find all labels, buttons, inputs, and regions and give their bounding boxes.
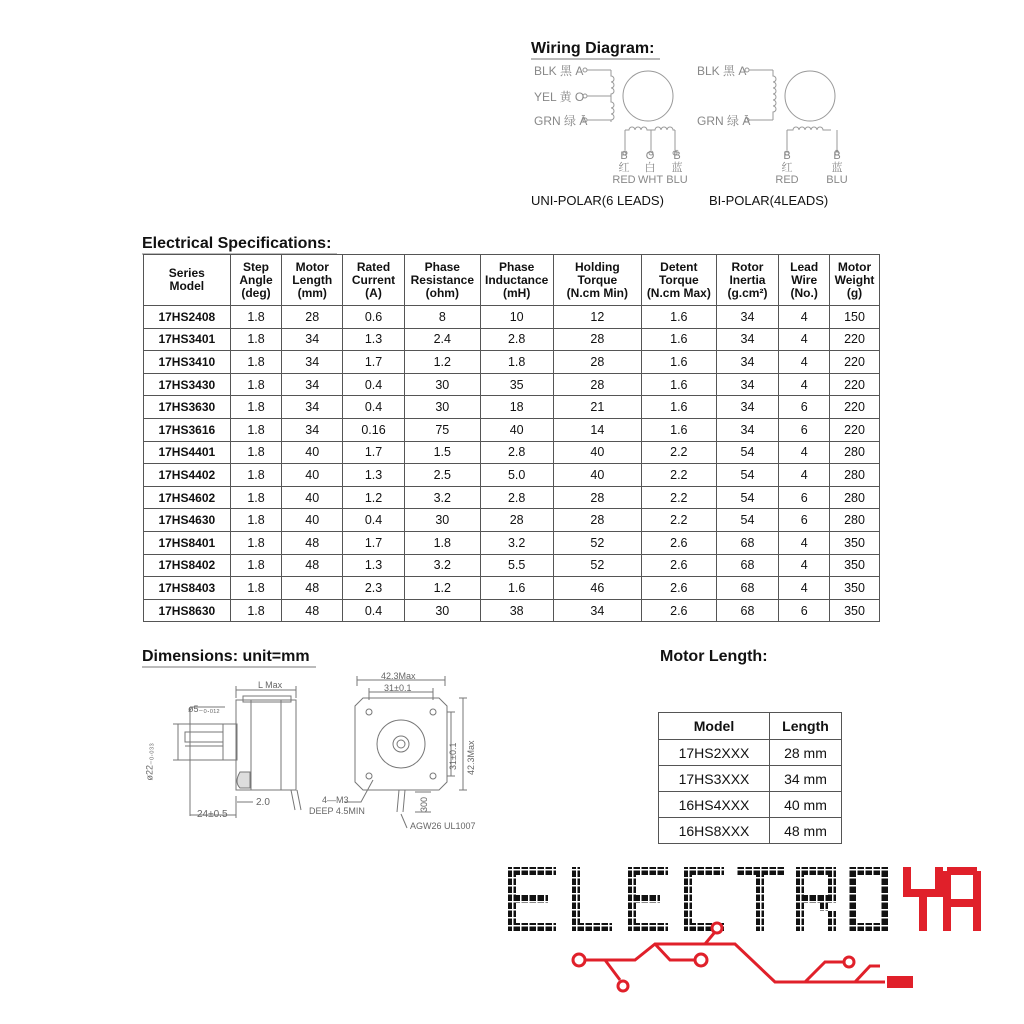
dim-lead-length: 300: [419, 796, 429, 812]
table-cell: 1.8: [230, 554, 282, 577]
bipolar-diagram: [745, 68, 839, 155]
table-cell: 1.8: [230, 373, 282, 396]
model-cell: 17HS8401: [144, 531, 231, 554]
table-cell: 2.8: [480, 486, 553, 509]
table-cell: 1.8: [230, 328, 282, 351]
table-cell: 6: [779, 599, 830, 622]
table-cell: 2.6: [642, 554, 717, 577]
dim-l-max: L Max: [258, 680, 283, 690]
col-header: Detent Torque (N.cm Max): [642, 255, 717, 306]
table-cell: 220: [830, 373, 880, 396]
table-cell: 54: [716, 441, 779, 464]
col-header: Rated Current (A): [343, 255, 405, 306]
table-cell: 16HS8XXX: [659, 818, 770, 844]
table-cell: 48: [282, 599, 343, 622]
table-cell: 17HS2XXX: [659, 740, 770, 766]
table-cell: 34: [282, 418, 343, 441]
table-cell: 34: [716, 306, 779, 329]
table-cell: 280: [830, 464, 880, 487]
unipolar-caption: UNI-POLAR(6 LEADS): [531, 193, 664, 208]
table-cell: 280: [830, 441, 880, 464]
dim-shaft-dia: ø5₋₀.₀₁₂: [188, 704, 220, 714]
model-cell: 17HS4401: [144, 441, 231, 464]
table-cell: 280: [830, 486, 880, 509]
table-cell: 12: [553, 306, 641, 329]
table-row: [144, 351, 880, 374]
table-cell: 220: [830, 328, 880, 351]
electrical-specs-table: [143, 254, 880, 622]
table-cell: 54: [716, 509, 779, 532]
table-cell: 0.6: [343, 306, 405, 329]
table-cell: 4: [779, 351, 830, 374]
side-view-drawing: [145, 676, 335, 826]
table-cell: 1.2: [343, 486, 405, 509]
table-cell: 4: [779, 554, 830, 577]
table-cell: 1.3: [343, 554, 405, 577]
table-cell: 6: [779, 418, 830, 441]
table-cell: 2.6: [642, 577, 717, 600]
table-cell: 6: [779, 396, 830, 419]
model-cell: 17HS4630: [144, 509, 231, 532]
table-cell: 21: [553, 396, 641, 419]
table-cell: 2.6: [642, 599, 717, 622]
table-cell: 5.5: [480, 554, 553, 577]
table-cell: 48: [282, 577, 343, 600]
wire-label-red: B 红 RED: [612, 150, 636, 186]
electroya-logo: [505, 862, 985, 1002]
table-cell: 4: [779, 577, 830, 600]
model-cell: 17HS8403: [144, 577, 231, 600]
table-cell: 1.8: [230, 509, 282, 532]
table-cell: 1.6: [642, 328, 717, 351]
table-cell: 1.7: [343, 351, 405, 374]
model-cell: 17HS3430: [144, 373, 231, 396]
table-row: [144, 509, 880, 532]
table-cell: 1.8: [230, 599, 282, 622]
col-header: Rotor Inertia (g.cm²): [716, 255, 779, 306]
table-cell: 2.3: [343, 577, 405, 600]
table-cell: 2.2: [642, 509, 717, 532]
dim-width-max: 42.3Max: [381, 671, 416, 681]
unipolar-diagram: [583, 68, 677, 155]
col-header: Model: [659, 713, 770, 740]
table-cell: 1.8: [230, 531, 282, 554]
bipolar-label-blk: BLK 黑 A: [697, 64, 747, 78]
table-cell: 40: [282, 441, 343, 464]
table-cell: 40: [282, 486, 343, 509]
motor-length-table: [658, 712, 842, 844]
model-cell: 17HS8630: [144, 599, 231, 622]
electrical-specs-title: Electrical Specifications:: [142, 235, 337, 255]
dimensions-title: Dimensions: unit=mm: [142, 648, 316, 668]
table-cell: 30: [404, 509, 480, 532]
table-cell: 5.0: [480, 464, 553, 487]
table-cell: 40 mm: [770, 792, 842, 818]
col-header: Step Angle (deg): [230, 255, 282, 306]
table-row: [144, 599, 880, 622]
table-cell: 2.2: [642, 441, 717, 464]
table-cell: 54: [716, 486, 779, 509]
model-cell: 17HS3630: [144, 396, 231, 419]
table-cell: 1.8: [230, 577, 282, 600]
table-cell: 2.6: [642, 531, 717, 554]
table-cell: 38: [480, 599, 553, 622]
table-cell: 34: [282, 396, 343, 419]
table-row: [659, 792, 842, 818]
table-cell: 34 mm: [770, 766, 842, 792]
table-cell: 28: [553, 351, 641, 374]
dim-screw: 4—M3: [322, 795, 349, 805]
table-header-row: [144, 255, 880, 306]
table-cell: 28: [282, 306, 343, 329]
dim-depth: DEEP 4.5MIN: [309, 806, 365, 816]
table-cell: 34: [716, 351, 779, 374]
table-cell: 34: [716, 396, 779, 419]
model-cell: 17HS4602: [144, 486, 231, 509]
table-cell: 48: [282, 531, 343, 554]
table-cell: 1.6: [642, 418, 717, 441]
col-header: Phase Resistance (ohm): [404, 255, 480, 306]
table-cell: 68: [716, 554, 779, 577]
table-cell: 34: [716, 328, 779, 351]
table-cell: 4: [779, 306, 830, 329]
model-cell: 17HS3401: [144, 328, 231, 351]
table-cell: 0.4: [343, 509, 405, 532]
table-cell: 1.6: [642, 306, 717, 329]
table-cell: 34: [282, 328, 343, 351]
table-cell: 34: [282, 373, 343, 396]
table-cell: 17HS3XXX: [659, 766, 770, 792]
table-cell: 0.4: [343, 599, 405, 622]
table-cell: 3.2: [404, 554, 480, 577]
table-cell: 150: [830, 306, 880, 329]
table-cell: 1.6: [642, 351, 717, 374]
table-cell: 46: [553, 577, 641, 600]
wire-label-blk: BLK 黑 A: [534, 64, 584, 78]
table-cell: 10: [480, 306, 553, 329]
table-cell: 52: [553, 531, 641, 554]
col-header: Series Model: [144, 255, 231, 306]
table-cell: 220: [830, 418, 880, 441]
table-cell: 14: [553, 418, 641, 441]
wire-label-wht: O 白 WHT: [638, 150, 664, 186]
col-header: Lead Wire (No.): [779, 255, 830, 306]
table-cell: 28: [553, 373, 641, 396]
table-cell: 18: [480, 396, 553, 419]
table-cell: 2.4: [404, 328, 480, 351]
table-row: [144, 531, 880, 554]
model-cell: 17HS3410: [144, 351, 231, 374]
table-cell: 1.8: [230, 441, 282, 464]
table-row: [144, 554, 880, 577]
table-cell: 1.6: [642, 396, 717, 419]
table-cell: 220: [830, 351, 880, 374]
table-cell: 28: [480, 509, 553, 532]
table-cell: 2.2: [642, 464, 717, 487]
table-cell: 2.8: [480, 441, 553, 464]
table-cell: 30: [404, 599, 480, 622]
table-cell: 48 mm: [770, 818, 842, 844]
table-cell: 8: [404, 306, 480, 329]
table-cell: 1.8: [230, 464, 282, 487]
table-row: [144, 373, 880, 396]
model-cell: 17HS4402: [144, 464, 231, 487]
table-cell: 40: [553, 441, 641, 464]
table-cell: 2.5: [404, 464, 480, 487]
table-row: [659, 818, 842, 844]
front-view-drawing: [345, 668, 485, 838]
table-cell: 40: [282, 464, 343, 487]
table-cell: 1.2: [404, 351, 480, 374]
table-row: [144, 306, 880, 329]
wire-label-grn: GRN 绿 Ā: [534, 114, 588, 128]
table-cell: 34: [716, 373, 779, 396]
col-header: Phase Inductance (mH): [480, 255, 553, 306]
table-cell: 1.8: [230, 418, 282, 441]
dim-boss-dia: ø22₋₀.₀₃₃: [144, 742, 155, 781]
table-row: [144, 418, 880, 441]
table-cell: 1.8: [404, 531, 480, 554]
bipolar-label-blu: B̄ 蓝 BLU: [826, 150, 848, 186]
table-cell: 220: [830, 396, 880, 419]
table-cell: 28: [553, 328, 641, 351]
bipolar-label-grn: GRN 绿 Ā: [697, 114, 751, 128]
table-cell: 40: [480, 418, 553, 441]
table-cell: 1.2: [404, 577, 480, 600]
table-cell: 28: [553, 486, 641, 509]
dim-2-0: 2.0: [256, 797, 270, 808]
table-cell: 3.2: [404, 486, 480, 509]
table-cell: 1.8: [230, 396, 282, 419]
table-cell: 350: [830, 599, 880, 622]
table-cell: 4: [779, 464, 830, 487]
table-cell: 0.16: [343, 418, 405, 441]
table-cell: 6: [779, 486, 830, 509]
table-cell: 2.2: [642, 486, 717, 509]
table-cell: 3.2: [480, 531, 553, 554]
dim-height-max: 42.3Max: [466, 740, 476, 775]
table-cell: 1.3: [343, 328, 405, 351]
model-cell: 17HS2408: [144, 306, 231, 329]
table-cell: 68: [716, 599, 779, 622]
table-cell: 1.8: [230, 306, 282, 329]
table-cell: 48: [282, 554, 343, 577]
table-cell: 0.4: [343, 396, 405, 419]
table-cell: 1.8: [230, 486, 282, 509]
table-header-row: [659, 713, 842, 740]
table-cell: 1.5: [404, 441, 480, 464]
motor-length-title: Motor Length:: [660, 648, 768, 665]
table-cell: 4: [779, 328, 830, 351]
table-cell: 16HS4XXX: [659, 792, 770, 818]
table-cell: 6: [779, 509, 830, 532]
dim-hole-spacing-v: 31±0.1: [448, 742, 458, 770]
table-cell: 280: [830, 509, 880, 532]
table-cell: 1.7: [343, 531, 405, 554]
table-cell: 28 mm: [770, 740, 842, 766]
table-cell: 4: [779, 441, 830, 464]
model-cell: 17HS3616: [144, 418, 231, 441]
table-cell: 28: [553, 509, 641, 532]
table-cell: 40: [553, 464, 641, 487]
table-cell: 30: [404, 373, 480, 396]
table-cell: 350: [830, 531, 880, 554]
col-header: Motor Length (mm): [282, 255, 343, 306]
table-cell: 1.6: [480, 577, 553, 600]
table-cell: 0.4: [343, 373, 405, 396]
table-row: [144, 486, 880, 509]
table-cell: 350: [830, 554, 880, 577]
table-cell: 1.3: [343, 464, 405, 487]
table-cell: 34: [716, 418, 779, 441]
table-cell: 54: [716, 464, 779, 487]
wire-label-blu: B̄ 蓝 BLU: [666, 150, 688, 186]
table-cell: 35: [480, 373, 553, 396]
table-row: [144, 464, 880, 487]
table-row: [144, 441, 880, 464]
dim-wire-spec: AGW26 UL1007: [410, 821, 476, 831]
table-cell: 75: [404, 418, 480, 441]
table-cell: 350: [830, 577, 880, 600]
table-cell: 40: [282, 509, 343, 532]
table-row: [144, 396, 880, 419]
table-cell: 2.8: [480, 328, 553, 351]
col-header: Holding Torque (N.cm Min): [553, 255, 641, 306]
table-cell: 4: [779, 373, 830, 396]
bipolar-caption: BI-POLAR(4LEADS): [709, 193, 829, 208]
table-row: [144, 328, 880, 351]
table-cell: 30: [404, 396, 480, 419]
table-cell: 1.8: [230, 351, 282, 374]
col-header: Length: [770, 713, 842, 740]
wiring-diagram-title: Wiring Diagram:: [531, 40, 660, 60]
model-cell: 17HS8402: [144, 554, 231, 577]
table-cell: 4: [779, 531, 830, 554]
dim-hole-spacing: 31±0.1: [384, 683, 412, 693]
table-cell: 1.7: [343, 441, 405, 464]
wire-label-yel: YEL 黄 O: [534, 90, 585, 104]
table-row: [659, 740, 842, 766]
table-cell: 1.8: [480, 351, 553, 374]
table-cell: 34: [282, 351, 343, 374]
table-cell: 68: [716, 531, 779, 554]
table-cell: 34: [553, 599, 641, 622]
table-cell: 52: [553, 554, 641, 577]
table-cell: 1.6: [642, 373, 717, 396]
dim-24: 24±0.5: [197, 809, 228, 820]
col-header: Motor Weight (g): [830, 255, 880, 306]
table-row: [659, 766, 842, 792]
bipolar-label-red: B 红 RED: [775, 150, 799, 186]
table-cell: 68: [716, 577, 779, 600]
table-row: [144, 577, 880, 600]
